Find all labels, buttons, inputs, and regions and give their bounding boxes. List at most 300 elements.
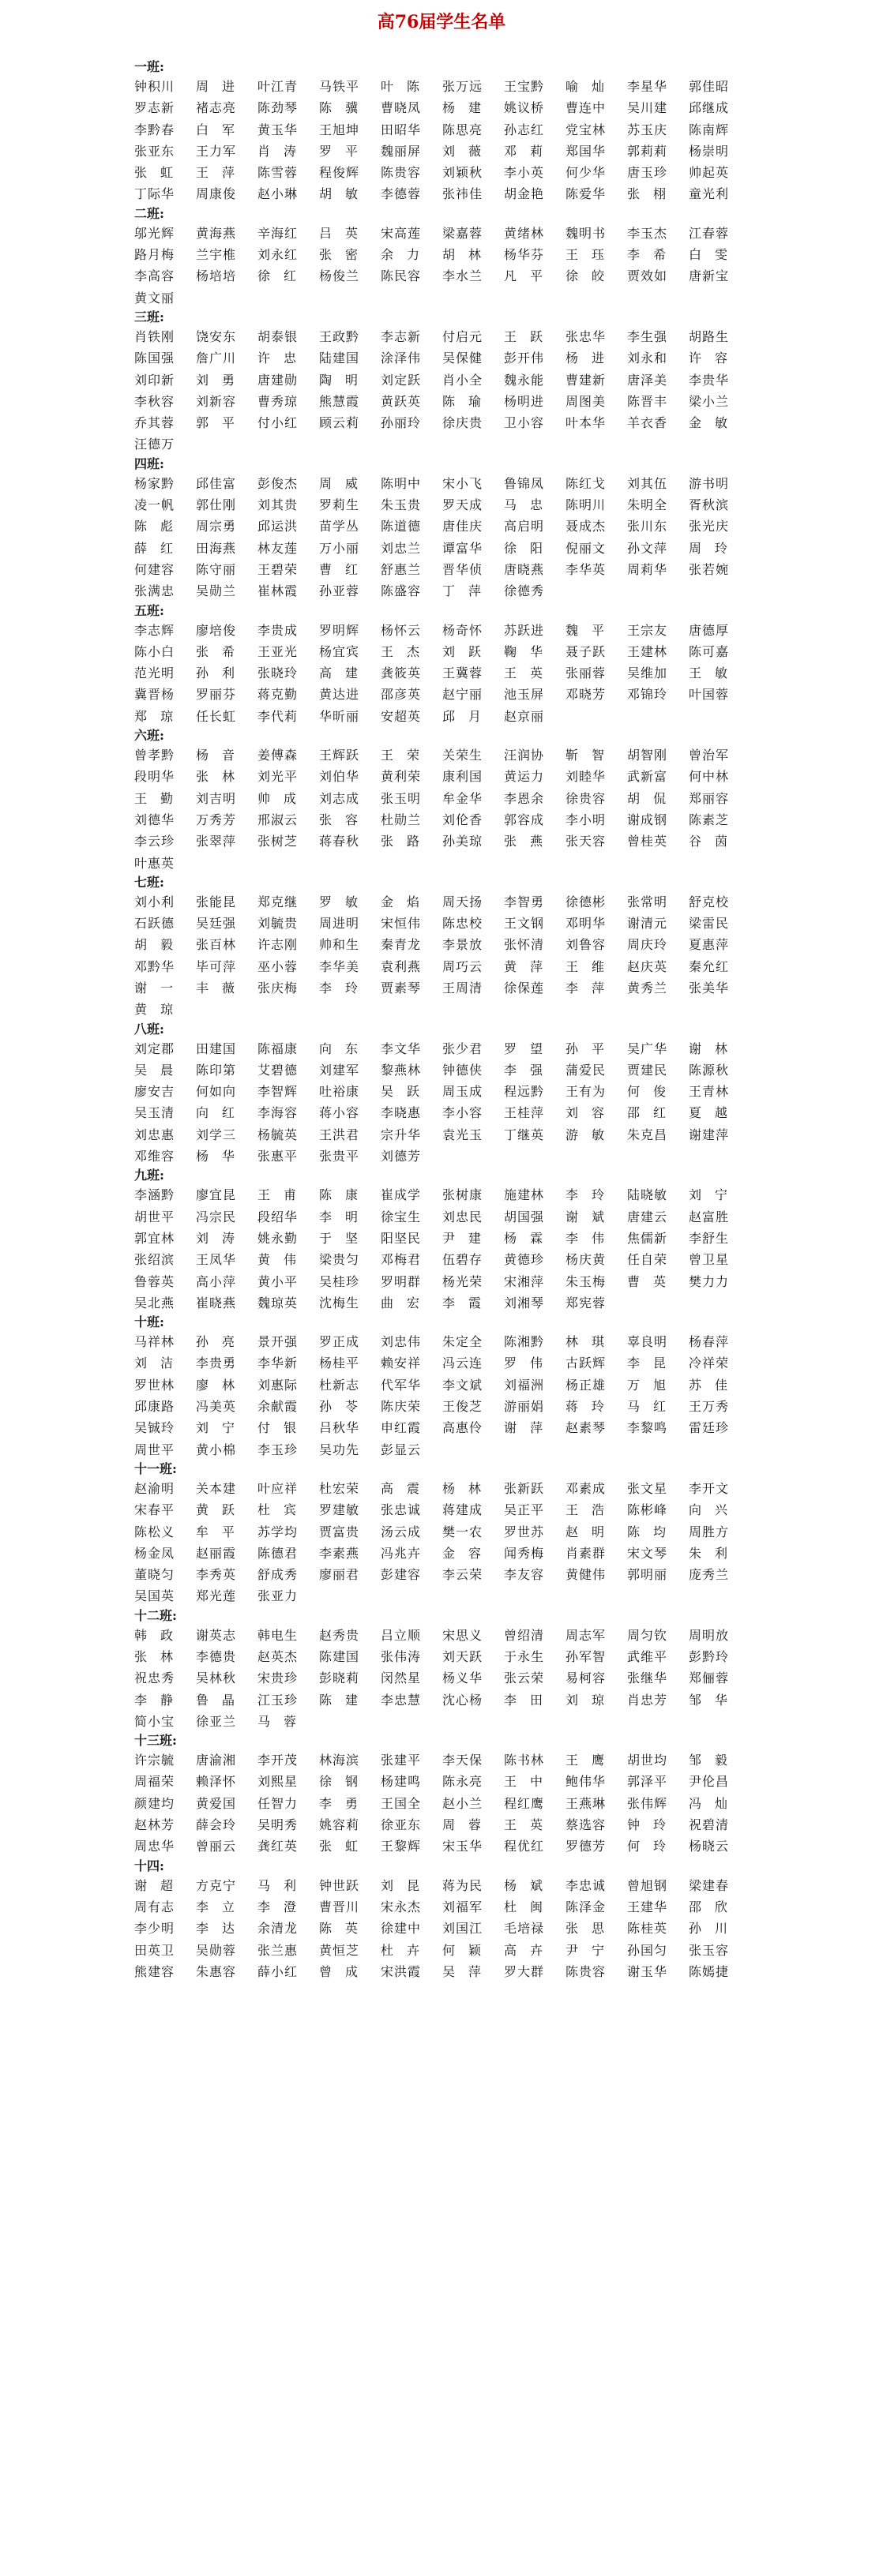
student-name: 张云荣 [504,1670,545,1686]
student-name: 曹连中 [565,100,607,116]
student-name: 李开文 [689,1480,730,1496]
student-name: 高震 [381,1480,434,1496]
student-name: 谢萍 [504,1420,557,1436]
student-name: 周有志 [134,1899,175,1914]
student-name: 晋华侦 [442,561,483,577]
student-name: 胡敏 [319,186,372,202]
student-name: 曾绍清 [504,1627,545,1643]
student-name: 蒋为民 [442,1877,483,1893]
student-name: 刘志成 [319,790,360,806]
student-name: 罗建敏 [319,1502,360,1518]
student-name: 郑丽容 [689,790,730,806]
student-name: 舒克校 [689,894,730,909]
student-name: 崔林霞 [257,583,299,599]
student-name: 何如向 [196,1084,237,1100]
student-name: 任智力 [257,1795,299,1811]
student-name: 吴晨 [134,1062,187,1078]
student-name: 张燕 [504,834,557,849]
student-name: 毛培禄 [504,1921,545,1937]
student-name: 陈印第 [196,1062,237,1078]
student-name: 冯美英 [196,1399,237,1415]
student-name: 陈贵容 [381,165,422,181]
student-name: 孙苓 [319,1399,372,1415]
student-name: 肖素群 [565,1545,607,1561]
student-name: 雷廷珍 [689,1420,730,1436]
student-name: 李华新 [257,1355,299,1371]
student-name: 杨春萍 [689,1334,730,1350]
class-title: 十三班: [134,1733,177,1749]
student-name: 刘鲁容 [565,937,607,953]
student-name: 尹伦昌 [689,1774,730,1790]
student-name: 唐佳庆 [442,519,483,534]
student-name: 李田 [504,1692,557,1708]
student-name: 谭富华 [442,540,483,556]
student-name: 邹毅 [689,1753,742,1768]
student-name: 吴维加 [627,666,668,681]
student-name: 梁小兰 [689,393,730,409]
student-name: 余力 [381,247,434,263]
student-name: 胡林 [442,247,495,263]
student-name: 胡世均 [627,1753,668,1768]
student-name: 周天扬 [442,894,483,909]
student-name: 鲁晶 [196,1692,249,1708]
student-name: 王辉跃 [319,748,360,763]
student-name: 徐皎 [565,268,618,284]
student-name: 王敏 [689,666,742,681]
student-name: 赵丽霞 [196,1545,237,1561]
student-name: 钟玲 [627,1817,680,1833]
student-name: 丰薇 [196,980,249,996]
student-name: 罗明辉 [319,622,360,638]
student-name: 冀晋杨 [134,687,175,703]
student-name: 兰宇椎 [196,247,237,263]
student-name: 王中 [504,1774,557,1790]
student-name: 李景放 [442,937,483,953]
student-name: 吴正平 [504,1502,545,1518]
student-name: 陈素芝 [689,812,730,827]
student-name: 冯宗民 [196,1209,237,1224]
student-name: 程俊辉 [319,165,360,181]
student-name: 吴勋蓉 [196,1942,237,1958]
student-name: 张天容 [565,834,607,849]
student-name: 方克宁 [196,1877,237,1893]
student-name: 伍碧存 [442,1252,483,1268]
student-name: 徐亚东 [381,1817,422,1833]
student-name: 李志辉 [134,622,175,638]
student-name: 王有为 [565,1084,607,1100]
student-name: 彭显云 [381,1442,422,1457]
student-name-grid [134,744,750,874]
student-name: 张亚东 [134,143,175,159]
student-name: 杨宜宾 [319,643,360,659]
student-name: 罗伟 [504,1355,557,1371]
student-name: 徐德秀 [504,583,545,599]
student-name: 肖铁刚 [134,328,175,344]
student-name: 黄小棉 [196,1442,237,1457]
student-name: 杨华 [196,1149,249,1164]
student-name: 刘印新 [134,372,175,388]
student-name: 杜闽 [504,1899,557,1914]
student-name: 李海容 [257,1105,299,1121]
student-name: 何俊 [627,1084,680,1100]
student-name: 张丽蓉 [565,666,607,681]
student-name: 武维平 [627,1649,668,1664]
student-name: 金容 [442,1545,495,1561]
student-name: 张密 [319,247,372,263]
class-title: 一班: [134,59,164,74]
student-name: 李立 [196,1899,249,1914]
student-name: 吴国英 [134,1588,175,1604]
student-name: 魏丽屏 [381,143,422,159]
student-name: 徐庆贵 [442,415,483,431]
student-name: 刘永和 [627,351,668,366]
student-name: 林琪 [565,1334,618,1350]
student-name: 易柯容 [565,1670,607,1686]
student-name: 杨俊兰 [319,268,360,284]
student-name: 赖安祥 [381,1355,422,1371]
student-name: 陈均 [627,1524,680,1539]
student-name-grid [134,473,750,602]
student-name: 石跃德 [134,916,175,932]
student-name: 万秀芳 [196,812,237,827]
student-name: 李晓惠 [381,1105,422,1121]
student-name: 王宗友 [627,622,668,638]
student-name: 涂泽伟 [381,351,422,366]
student-name: 简小宝 [134,1713,175,1729]
student-name: 邢淑云 [257,812,299,827]
student-name: 黄达进 [319,687,360,703]
student-name: 邱月 [442,708,495,724]
student-name: 吕立顺 [381,1627,422,1643]
student-name: 顾云莉 [319,415,360,431]
student-name: 曹秀琼 [257,393,299,409]
student-name: 王力军 [196,143,237,159]
student-name: 杨晓云 [689,1839,730,1854]
student-name: 张文星 [627,1480,668,1496]
student-name: 邓素成 [565,1480,607,1496]
student-name: 郭泽平 [627,1774,668,1790]
student-name-grid [134,891,750,1021]
student-name: 李高容 [134,268,175,284]
student-name: 庞秀兰 [689,1567,730,1583]
student-name: 刘颖秋 [442,165,483,181]
student-name: 郑琼 [134,708,187,724]
student-name: 吴明秀 [257,1817,299,1833]
student-name: 辛海红 [257,225,299,241]
student-name: 宋贵珍 [257,1670,299,1686]
student-name: 陈晋丰 [627,393,668,409]
student-name: 王勤 [134,790,187,806]
student-name: 谢建萍 [689,1127,730,1142]
student-name: 邬光辉 [134,225,175,241]
student-name: 刘建军 [319,1062,360,1078]
student-name: 姜傅森 [257,748,299,763]
student-name: 杜勋兰 [381,812,422,827]
student-name: 刘光平 [257,769,299,785]
student-name: 周志军 [565,1627,607,1643]
student-name: 唐建云 [627,1209,668,1224]
student-name: 褚志亮 [196,100,237,116]
student-name: 李小英 [504,165,545,181]
student-name: 陈建国 [319,1649,360,1664]
student-name: 李代莉 [257,708,299,724]
student-name: 刘小利 [134,894,175,909]
student-name: 朱利 [689,1545,742,1561]
student-name: 李天保 [442,1753,483,1768]
student-name: 程远黔 [504,1084,545,1100]
student-name: 尹建 [442,1230,495,1246]
student-name: 付银 [257,1420,310,1436]
student-name: 高卉 [504,1942,557,1958]
student-name: 许志刚 [257,937,299,953]
student-name: 周忠华 [134,1839,175,1854]
student-name: 吴北燕 [134,1295,175,1310]
student-name: 李澄 [257,1899,310,1914]
student-name: 李霞 [442,1295,495,1310]
student-name: 王珏 [565,247,618,263]
student-name: 龚筱英 [381,666,422,681]
student-name: 汪润协 [504,748,545,763]
student-name: 李智勇 [504,894,545,909]
student-name: 陈英 [319,1921,372,1937]
student-name: 杨建鸣 [381,1774,422,1790]
student-name: 蔡选容 [565,1817,607,1833]
student-name: 李忠诚 [565,1877,607,1893]
student-name: 彭建容 [381,1567,422,1583]
student-name: 代军华 [381,1377,422,1393]
student-name: 古跃辉 [565,1355,607,1371]
student-name: 张翠萍 [196,834,237,849]
student-name: 孙利 [196,666,249,681]
student-name: 李恩余 [504,790,545,806]
student-name: 高建 [319,666,372,681]
student-name: 申红霞 [381,1420,422,1436]
student-name: 周康俊 [196,186,237,202]
student-name: 宋高莲 [381,225,422,241]
student-name: 刘涛 [196,1230,249,1246]
student-name: 邱继成 [689,100,730,116]
student-name: 张虹 [319,1839,372,1854]
student-name-grid [134,1875,750,1982]
class-title: 十班: [134,1314,164,1330]
student-name: 罗世苏 [504,1524,545,1539]
student-name: 杨崇明 [689,143,730,159]
student-name: 蒋小容 [319,1105,360,1121]
class-section [134,456,750,602]
student-name: 李舒生 [689,1230,730,1246]
student-name: 朱玉梅 [565,1273,607,1289]
student-name: 王周清 [442,980,483,996]
student-name: 秦允红 [689,958,730,974]
student-name: 廖林 [196,1377,249,1393]
student-name: 刘容 [565,1105,618,1121]
student-name: 贾素琴 [381,980,422,996]
student-name: 赵英杰 [257,1649,299,1664]
student-name: 辜良明 [627,1334,668,1350]
student-name: 程优红 [504,1839,545,1854]
student-name: 陶明 [319,372,372,388]
class-list [0,58,883,1982]
student-name: 何颖 [442,1942,495,1958]
student-name: 张树康 [442,1187,483,1203]
student-name: 王英 [504,666,557,681]
student-name: 阳坚民 [381,1230,422,1246]
student-name: 李文华 [381,1041,422,1056]
student-name: 张虹 [134,165,187,181]
student-name: 陆建国 [319,351,360,366]
student-name: 王宝黔 [504,79,545,94]
student-name: 宋湘萍 [504,1273,545,1289]
student-name: 赖泽怀 [196,1774,237,1790]
student-name: 唐德厚 [689,622,730,638]
student-name: 游书明 [689,475,730,491]
student-name: 周玲 [689,540,742,556]
student-name: 袁光玉 [442,1127,483,1142]
student-name: 孙川 [689,1921,742,1937]
student-name: 刘定跃 [381,372,422,388]
student-name: 冷祥荣 [689,1355,730,1371]
student-name: 冯云连 [442,1355,483,1371]
student-name: 王旭坤 [319,122,360,137]
student-name: 刘新容 [196,393,237,409]
student-name: 沈梅生 [319,1295,360,1310]
student-name: 金焰 [381,894,434,909]
student-name: 李明 [319,1209,372,1224]
student-name: 刘忠民 [442,1209,483,1224]
student-name: 王燕琳 [565,1795,607,1811]
student-name: 刘德华 [134,812,175,827]
student-name: 吴林秋 [196,1670,237,1686]
student-name: 黄德珍 [504,1252,545,1268]
student-name: 马红 [627,1399,680,1415]
student-name: 李达 [196,1921,249,1937]
student-name: 宋洪霞 [381,1963,422,1979]
student-name: 王杰 [381,643,434,659]
student-name: 苏玉庆 [627,122,668,137]
student-name: 乔其蓉 [134,415,175,431]
student-name: 梁嘉蓉 [442,225,483,241]
student-name: 邹华 [689,1692,742,1708]
student-name: 周世平 [134,1442,175,1457]
student-name: 钟德侠 [442,1062,483,1078]
student-name: 陈瑜 [442,393,495,409]
student-name: 宋思义 [442,1627,483,1643]
student-name: 张贵平 [319,1149,360,1164]
student-name: 贾效如 [627,268,668,284]
student-name: 刘吉明 [196,790,237,806]
student-name: 唐泽美 [627,372,668,388]
student-name: 张伟辉 [627,1795,668,1811]
student-name: 李希 [627,247,680,263]
class-section [134,1314,750,1460]
student-name: 罗天成 [442,497,483,513]
student-name: 郑俪蓉 [689,1670,730,1686]
class-section [134,727,750,874]
student-name: 金敏 [689,415,742,431]
student-name: 鲁蓉英 [134,1273,175,1289]
class-section [134,1607,750,1732]
student-name: 黄跃英 [381,393,422,409]
student-name: 孙志红 [504,122,545,137]
student-name: 曾丽云 [196,1839,237,1854]
student-name: 喻灿 [565,79,618,94]
student-name: 廖丽君 [319,1567,360,1583]
student-name: 安超英 [381,708,422,724]
student-name: 张忠华 [565,328,607,344]
student-name: 邓黔华 [134,958,175,974]
student-name: 罗望 [504,1041,557,1056]
class-title: 四班: [134,456,164,471]
student-name: 鲁锦凤 [504,475,545,491]
student-name: 陈康 [319,1187,372,1203]
student-name: 李秋容 [134,393,175,409]
student-name: 李华英 [565,561,607,577]
student-name: 刘薇 [442,143,495,159]
student-name: 叶惠英 [134,855,175,871]
student-name: 吴廷强 [196,916,237,932]
student-name: 李云珍 [134,834,175,849]
student-name: 陈湘黔 [504,1334,545,1350]
student-name: 王黎辉 [381,1839,422,1854]
student-name: 郑宪蓉 [565,1295,607,1310]
student-name: 赵秀贵 [319,1627,360,1643]
student-name: 胡泰银 [257,328,299,344]
student-name: 崔成学 [381,1187,422,1203]
student-name: 王青林 [689,1084,730,1100]
student-name: 曾卫星 [689,1252,730,1268]
student-name: 周匀钦 [627,1627,668,1643]
student-name: 赵庆英 [627,958,668,974]
student-name: 钟积川 [134,79,175,94]
student-name: 尹宁 [565,1942,618,1958]
student-name: 李生强 [627,328,668,344]
student-name: 赵富胜 [689,1209,730,1224]
student-name: 赵京丽 [504,708,545,724]
student-name: 刘福洲 [504,1377,545,1393]
student-name: 张庆梅 [257,980,299,996]
student-name: 胡世平 [134,1209,175,1224]
student-name: 江玉珍 [257,1692,299,1708]
student-name: 王荣 [381,748,434,763]
student-name: 徐钢 [319,1774,372,1790]
student-name: 邵欣 [689,1899,742,1914]
student-name: 张若婉 [689,561,730,577]
student-name: 白雯 [689,247,742,263]
student-name: 张绍滨 [134,1252,175,1268]
student-name-grid [134,1331,750,1460]
student-name: 路月梅 [134,247,175,263]
student-name: 邵红 [627,1105,680,1121]
student-name: 周蓉 [442,1817,495,1833]
student-name: 胡金艳 [504,186,545,202]
student-name: 祝忠秀 [134,1670,175,1686]
student-name: 田建国 [196,1041,237,1056]
student-name: 郭容成 [504,812,545,827]
student-name: 魏琼英 [257,1295,299,1310]
student-name: 汤云成 [381,1524,422,1539]
student-name: 周明放 [689,1627,730,1643]
student-name: 熊建容 [134,1963,175,1979]
student-name: 李勇 [319,1795,372,1811]
student-name: 刘天跃 [442,1649,483,1664]
student-name: 赵渝明 [134,1480,175,1496]
student-name: 帅和生 [319,937,360,953]
student-name: 吴萍 [442,1963,495,1979]
student-name: 陈源秋 [689,1062,730,1078]
student-name: 詹广川 [196,351,237,366]
student-name: 魏明书 [565,225,607,241]
student-name: 刘忠惠 [134,1127,175,1142]
